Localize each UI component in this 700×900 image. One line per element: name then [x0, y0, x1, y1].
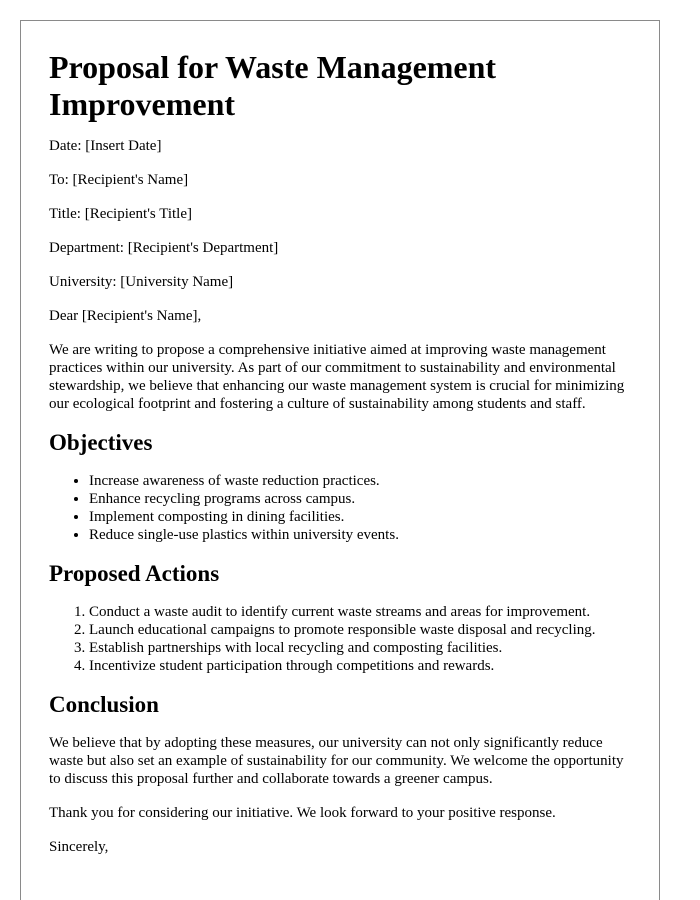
- thanks-paragraph: Thank you for considering our initiative. We look forward to your positive response.: [49, 805, 556, 821]
- closing-line: Sincerely,: [49, 839, 109, 855]
- recipient-name-line: To: [Recipient's Name]: [49, 172, 189, 188]
- university-line: University: [University Name]: [49, 274, 234, 290]
- list-item: 3. Establish partnerships with local recycling and composting facilities.: [89, 639, 631, 657]
- conclusion-heading: Conclusion: [49, 692, 159, 717]
- objectives-heading: Objectives: [49, 430, 153, 455]
- list-item: • Implement composting in dining facilities.: [89, 508, 631, 526]
- intro-paragraph: We are writing to propose a comprehensive initiative aimed at improving waste management practices within our university. As part of our commitment to sustainability and environmental stewardship, we believe that enhancing our waste management system is crucial for minimizing our ecological footprint and fostering a culture of sustainability among students and staff.: [49, 342, 625, 412]
- list-item: 2. Launch educational campaigns to promote responsible waste disposal and recycling.: [89, 621, 631, 639]
- recipient-title-line: Title: [Recipient's Title]: [49, 206, 192, 222]
- objectives-list: [49, 472, 631, 544]
- proposed-actions-heading: Proposed Actions: [49, 561, 220, 586]
- document-title: Proposal for Waste Management Improvement: [49, 49, 497, 122]
- department-line: Department: [Recipient's Department]: [49, 240, 279, 256]
- conclusion-paragraph: We believe that by adopting these measures, our university can not only significantly reduce waste but also set an example of sustainability for our community. We welcome the opportunity to discuss this proposal further and collaborate towards a greener campus.: [49, 735, 624, 787]
- salutation: Dear [Recipient's Name],: [49, 308, 202, 324]
- list-item: • Reduce single-use plastics within university events.: [89, 526, 631, 544]
- letter-page: [20, 20, 660, 900]
- list-item: 4. Incentivize student participation through competitions and rewards.: [89, 657, 631, 675]
- list-item: 1. Conduct a waste audit to identify current waste streams and areas for improvement.: [89, 603, 631, 621]
- list-item: • Enhance recycling programs across campus.: [89, 490, 631, 508]
- date-line: Date: [Insert Date]: [49, 138, 162, 154]
- proposed-actions-list: [49, 603, 631, 675]
- list-item: • Increase awareness of waste reduction practices.: [89, 472, 631, 490]
